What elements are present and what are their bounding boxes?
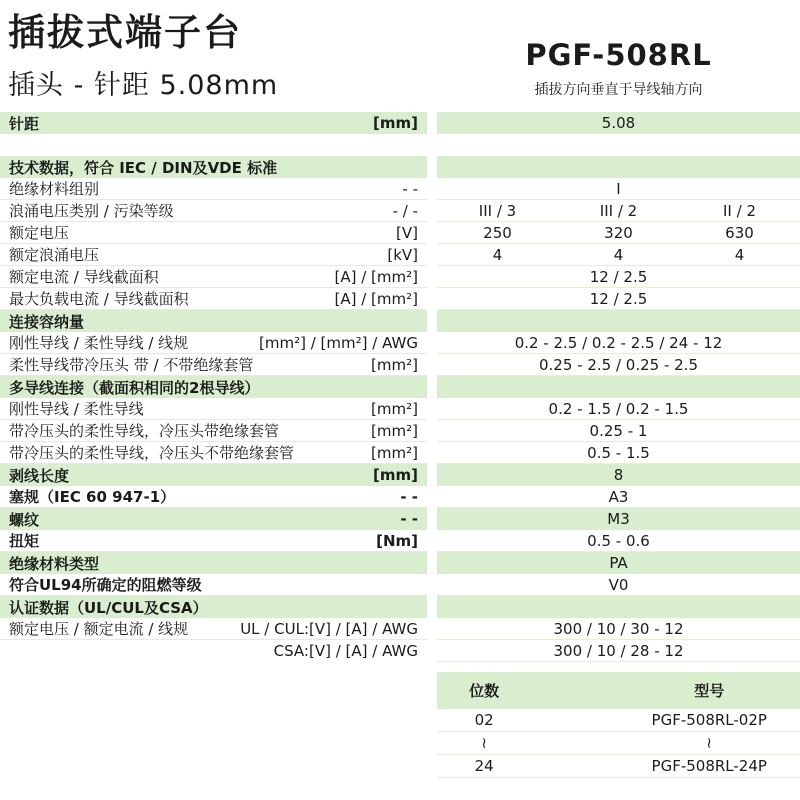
section-technical-data — [0, 156, 800, 178]
row-ul94-rating — [0, 574, 800, 596]
row-gauge — [0, 486, 800, 508]
row-label: 额定电压 / 额定电流 / 线规 — [9, 620, 189, 638]
row-unit: [A] / [mm²] — [334, 267, 418, 286]
positions-value: 24 — [474, 757, 494, 775]
row-label: 绝缘材料组别 — [9, 180, 100, 198]
row-label: 针距 — [9, 114, 40, 133]
row-unit: CSA:[V] / [A] / AWG — [273, 642, 418, 660]
section-approval-data — [0, 596, 800, 618]
row-value: 5.08 — [601, 114, 636, 132]
row-unit: [mm²] — [371, 443, 418, 462]
row-label: 符合UL94所确定的阻燃等级 — [9, 576, 202, 594]
row-value: 0.5 - 1.5 — [587, 443, 650, 462]
row-unit: [mm] — [373, 466, 418, 484]
part-number-value: PGF-508RL-02P — [651, 711, 767, 729]
row-label: 塞规（IEC 60 947-1） — [9, 488, 176, 506]
row-unit: [kV] — [387, 245, 418, 264]
row-value: A3 — [608, 487, 629, 506]
row-value: I — [616, 179, 621, 198]
row-value: 0.5 - 0.6 — [587, 531, 650, 550]
row-value-2: 4 — [613, 245, 624, 264]
row-ul-cul — [0, 618, 800, 640]
row-value: 8 — [613, 466, 624, 484]
model-table-header — [437, 672, 800, 709]
page-title: 插拔式端子台 — [8, 11, 242, 54]
row-unit: - - — [402, 179, 418, 198]
row-pitch — [0, 112, 800, 134]
page-header — [0, 0, 800, 112]
model-number-table — [437, 672, 800, 778]
spec-table — [0, 112, 800, 662]
row-rated-voltage — [0, 222, 800, 244]
row-label: 剥线长度 — [9, 466, 70, 485]
section-title: 认证数据（UL/CUL及CSA） — [9, 598, 208, 617]
row-thread — [0, 508, 800, 530]
row-label: 额定浪涌电压 — [9, 246, 100, 264]
row-surge-category — [0, 200, 800, 222]
positions-value: 02 — [474, 711, 494, 729]
row-value: 300 / 10 / 28 - 12 — [553, 641, 684, 660]
row-label: 刚性导线 / 柔性导线 / 线规 — [9, 334, 189, 352]
row-label: 带冷压头的柔性导线，冷压头不带绝缘套管 — [9, 444, 295, 462]
section-multi-conductor — [0, 376, 800, 398]
row-value: 0.2 - 2.5 / 0.2 - 2.5 / 24 - 12 — [514, 333, 723, 352]
row-label: 最大负载电流 / 导线截面积 — [9, 290, 189, 308]
row-insulation-material — [0, 552, 800, 574]
row-value: V0 — [608, 575, 629, 594]
part-number-value: PGF-508RL-24P — [651, 757, 767, 775]
section-connection-capacity — [0, 310, 800, 332]
row-ferrule-with-sleeve — [0, 420, 800, 442]
row-unit: UL / CUL:[V] / [A] / AWG — [240, 619, 418, 638]
row-value: PA — [609, 554, 628, 572]
row-label: 额定电压 — [9, 224, 70, 242]
row-label: 扭矩 — [9, 532, 40, 550]
section-title: 多导线连接（截面积相同的2根导线） — [9, 378, 260, 397]
row-value: 12 / 2.5 — [589, 267, 648, 286]
spacer — [0, 134, 800, 156]
model-note: 插拔方向垂直于导线轴方向 — [534, 82, 703, 98]
row-unit: [A] / [mm²] — [334, 289, 418, 308]
row-rigid-flexible-awg — [0, 332, 800, 354]
row-value-2: 320 — [604, 223, 633, 242]
row-insulation-group — [0, 178, 800, 200]
row-unit: [V] — [396, 223, 418, 242]
section-title: 连接容纳量 — [9, 312, 85, 331]
row-torque — [0, 530, 800, 552]
model-number: PGF-508RL — [525, 38, 712, 72]
page-subtitle: 插头 - 针距 5.08mm — [8, 70, 279, 101]
row-max-load-current — [0, 288, 800, 310]
row-rated-surge-voltage — [0, 244, 800, 266]
row-ferrule-without-sleeve — [0, 442, 800, 464]
model-table-row-ellipsis — [437, 732, 800, 755]
row-unit: - / - — [392, 201, 418, 220]
row-unit: [mm²] — [371, 355, 418, 374]
row-value-1: 4 — [492, 245, 503, 264]
row-rated-current — [0, 266, 800, 288]
row-strip-length — [0, 464, 800, 486]
row-unit: [Nm] — [376, 531, 418, 550]
row-unit: [mm²] — [371, 399, 418, 418]
row-unit: - - — [400, 510, 418, 528]
row-unit: - - — [400, 487, 418, 506]
column-header-part-number: 型号 — [694, 682, 725, 700]
row-label: 额定电流 / 导线截面积 — [9, 268, 159, 286]
part-number-value: ~ — [700, 736, 719, 750]
row-value: M3 — [607, 510, 630, 528]
row-csa — [0, 640, 800, 662]
row-value: 12 / 2.5 — [589, 289, 648, 308]
row-value-1: III / 3 — [478, 201, 517, 220]
row-label: 绝缘材料类型 — [9, 554, 100, 573]
model-table-row — [437, 709, 800, 732]
row-value: 0.25 - 1 — [589, 421, 648, 440]
row-label: 刚性导线 / 柔性导线 — [9, 400, 144, 418]
row-unit: [mm²] / [mm²] / AWG — [259, 333, 418, 352]
model-header — [437, 0, 800, 112]
row-value: 300 / 10 / 30 - 12 — [553, 619, 684, 638]
row-label: 带冷压头的柔性导线，冷压头带绝缘套管 — [9, 422, 280, 440]
row-value-2: III / 2 — [599, 201, 638, 220]
row-value: 0.25 - 2.5 / 0.25 - 2.5 — [539, 355, 698, 374]
row-value-1: 250 — [483, 223, 512, 242]
column-header-positions: 位数 — [469, 682, 500, 700]
row-value-3: II / 2 — [723, 201, 756, 220]
row-label: 螺纹 — [9, 510, 40, 529]
row-label: 柔性导线带冷压头 带 / 不带绝缘套管 — [9, 356, 254, 374]
row-value-3: 4 — [734, 245, 745, 264]
positions-value: ~ — [475, 736, 494, 750]
row-value: 0.2 - 1.5 / 0.2 - 1.5 — [548, 399, 689, 418]
row-rigid-flexible — [0, 398, 800, 420]
row-unit: [mm²] — [371, 421, 418, 440]
row-label: 浪涌电压类别 / 污染等级 — [9, 202, 174, 220]
row-flexible-ferrule — [0, 354, 800, 376]
section-title: 技术数据，符合 IEC / DIN及VDE 标准 — [9, 158, 278, 177]
model-table-row — [437, 755, 800, 778]
row-value-3: 630 — [725, 223, 754, 242]
row-unit: [mm] — [373, 114, 418, 132]
